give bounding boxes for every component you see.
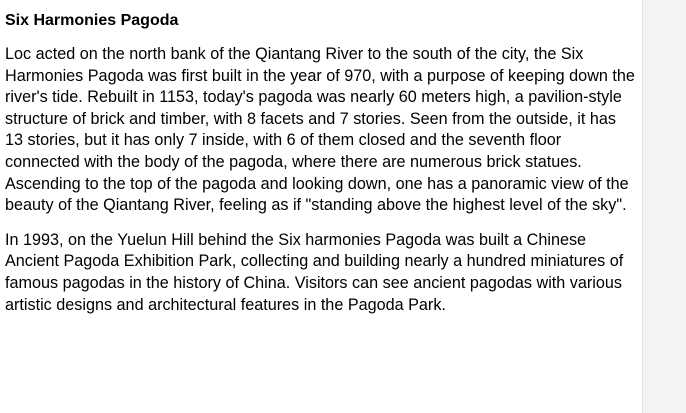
article-paragraph-1: Loc acted on the north bank of the Qiantang River to the south of the city, the Six Harmonies Pagoda was first built in the year of 970, with a purpose of keeping down the river's tide. Rebuilt in 1153, today's pagoda was nearly 60 meters high, a pavilion-style structure of brick and timber, with 8 facets and 7 stories. Seen from the outside, it has 13 stories, but it has only 7 inside, with 6 of them closed and the seventh floor connected with the body of the pagoda, where there are numerous brick statues. Ascending to the top of the pagoda and looking down, one has a panoramic view of the beauty of the Qiantang River, feeling as if "standing above the highest level of the sky".	[5, 45, 635, 215]
article-title: Six Harmonies Pagoda	[5, 12, 179, 29]
scrollbar-track[interactable]	[642, 0, 686, 413]
article-paragraph-2: In 1993, on the Yuelun Hill behind the Six harmonies Pagoda was built a Chinese Ancient Pagoda Exhibition Park, collecting and building nearly a hundred miniatures of famous pagodas in the history of China. Visitors can see ancient pagodas with various artistic designs and architectural features in the Pagoda Park.	[5, 230, 624, 314]
article	[5, 11, 638, 329]
